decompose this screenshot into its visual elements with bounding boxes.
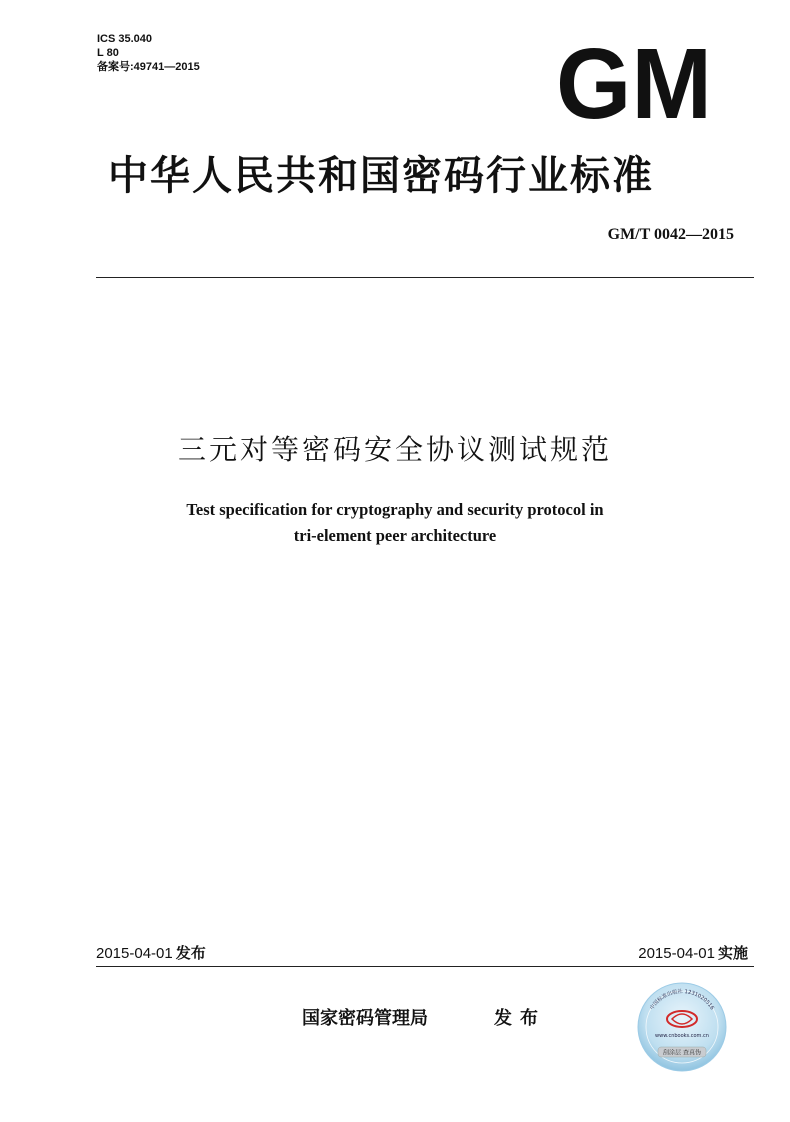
gm-logo-text: GM [556, 44, 712, 120]
top-divider [96, 277, 754, 278]
publisher-name: 国家密码管理局 [302, 1008, 428, 1029]
classification-info [97, 32, 200, 74]
seal-arc-text: 中国标准出版社 1231020516 [649, 988, 715, 1012]
gm-logo [554, 44, 714, 120]
document-title-en-line2: tri-element peer architecture [293, 526, 497, 545]
document-title-zh: 三元对等密码安全协议测试规范 [177, 433, 612, 466]
publish-action: 发布 [494, 1008, 546, 1029]
issue-label: 发布 [175, 944, 206, 962]
bottom-divider [96, 966, 754, 967]
ics-code: ICS 35.040 [97, 33, 153, 45]
effective-label: 实施 [717, 944, 748, 962]
document-title-en-line1: Test specification for cryptography and security protocol in [186, 500, 604, 519]
seal-url: www.cnbooks.com.cn [655, 1033, 709, 1039]
filing-number: 备案号:49741—2015 [97, 61, 200, 73]
effective-date-block [638, 942, 748, 963]
anti-counterfeit-seal [636, 981, 728, 1073]
effective-date: 2015-04-01 [638, 945, 715, 962]
issue-date-block [96, 942, 206, 963]
issue-date: 2015-04-01 [96, 945, 173, 962]
standard-category-title: 中华人民共和国密码行业标准 [108, 153, 654, 199]
standard-code: GM/T 0042—2015 [607, 226, 734, 243]
ccs-code: L 80 [97, 47, 119, 59]
seal-bottom-text: 刮涂层 查真伪 [663, 1049, 701, 1057]
